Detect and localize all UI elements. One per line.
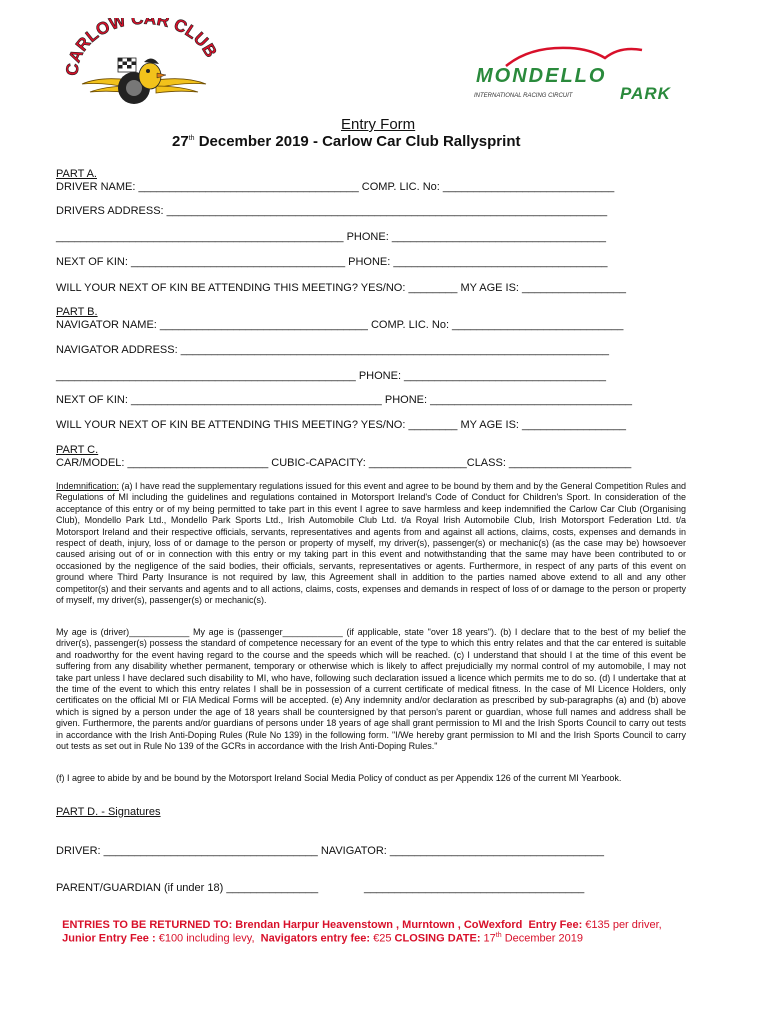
navigator-address-line[interactable]: NAVIGATOR ADDRESS: ______________________________________________________________________ [56, 344, 609, 356]
entries-return-bold: ENTRIES TO BE RETURNED TO: Brendan Harpur Heavenstown , Murntown , CoWexford Entry Fee: [62, 919, 586, 931]
event-day: 27 [172, 133, 189, 150]
indemnification-heading: Indemnification: [56, 481, 120, 491]
svg-text:PARK: PARK [620, 84, 671, 102]
driver-name-line[interactable]: DRIVER NAME: ____________________________________ COMP. LIC. No: ____________________________ [56, 181, 615, 193]
navigator-name-line[interactable]: NAVIGATOR NAME: __________________________________ COMP. LIC. No: ____________________________ [56, 319, 624, 331]
entry-fee-value: €135 per driver, [585, 919, 662, 931]
navigator-phone-line[interactable]: _________________________________________________ PHONE: _________________________________ [56, 370, 606, 382]
social-media-paragraph: (f) I agree to abide by and be bound by the Motorsport Ireland Social Media Policy of conduct as per Appendix 126 of the current MI Yearbook. [56, 773, 622, 783]
indemnification-text: (a) I have read the supplementary regulations issued for this event and agree to be bound by them and by the General Competition Rules and Regulations of MI including the guidelines and regulations contained in Motorsport Ireland's Code of Conduct for Children's Sport. In consideration of the acceptance of this entry or of my being permitted to take part in this event I agree to save harmless and keep indemnified the Carlow Car Club (Organising Club), Mondello Park Ltd., Mondello Park Sports Ltd., Irish Automobile Club Ltd. t/a Royal Irish Automobile Club, Irish Motorsport Federation Ltd. t/a Motorsport Ireland and their respective officials, servants, representatives and agents from and against all actions, claims, costs, expenses and demands in respect of death, injury, loss of or damage to the person or property of myself, my driver(s), passenger(s) or mechanic(s) (as the case may be) howsoever caused arising out of or in connection with this entry or my taking part in this event and notwithstanding that the same may have been contributed to or occasioned by the negligence of the said bodies, their officials, servants, representatives or agents. Furthermore, in respect of any parts of this event on ground where Third Party Insurance is not required by law, this Agreement shall in addition to the parties named above extend to all and any other competitor(s) and their servants and agents and to all actions, claims, costs, expenses and demands in respect of loss of or damage to the person or property of myself, my driver(s), passenger(s) or mechanic(s). [56, 481, 686, 606]
navigator-next-of-kin-line[interactable]: NEXT OF KIN: _________________________________________ PHONE: _________________________________ [56, 394, 632, 406]
part-a-heading: PART A. [56, 168, 97, 180]
closing-date-label: CLOSING DATE: [394, 932, 484, 945]
carlow-car-club-logo [60, 18, 220, 108]
navigator-attending-line[interactable]: WILL YOUR NEXT OF KIN BE ATTENDING THIS MEETING? YES/NO: ________ MY AGE IS: _________________ [56, 419, 627, 431]
closing-date-rest: December 2019 [501, 932, 583, 945]
event-day-sup: th [188, 135, 195, 142]
fees-closing-line [56, 919, 586, 945]
signature-driver-navigator-line[interactable]: DRIVER: ___________________________________ NAVIGATOR: ___________________________________ [56, 845, 605, 857]
svg-text:INTERNATIONAL RACING CIRCUIT: INTERNATIONAL RACING CIRCUIT [474, 93, 573, 99]
svg-text:CARLOW CAR CLUB: CARLOW CAR CLUB [62, 18, 220, 77]
driver-phone-line[interactable]: _______________________________________________ PHONE: ___________________________________ [56, 231, 606, 243]
part-c-heading: PART C. [56, 444, 99, 456]
closing-date-day: 17 [483, 932, 496, 945]
event-rest: December 2019 - Carlow Car Club Rallysprint [194, 133, 521, 150]
navigator-fee-label: Navigators entry fee: [260, 932, 374, 945]
svg-text:MONDELLO: MONDELLO [476, 65, 607, 87]
navigator-fee-value: €25 [373, 932, 395, 945]
mondello-park-logo [470, 44, 698, 102]
driver-next-of-kin-line[interactable]: NEXT OF KIN: ___________________________________ PHONE: ___________________________________ [56, 256, 608, 268]
part-d-heading: PART D. - Signatures [56, 806, 161, 818]
junior-fee-label: Junior Entry Fee : [62, 932, 159, 945]
signature-parent-line[interactable]: PARENT/GUARDIAN (if under 18) _______________ ____________________________________ [56, 882, 585, 894]
form-title: Entry Form [341, 116, 416, 133]
event-title [172, 133, 520, 150]
junior-fee-value: €100 including levy, [158, 932, 261, 945]
age-declaration-paragraph[interactable]: My age is (driver)____________ My age is (passenger____________ (if applicable, state "over 18 years"). (b) I declare that to the best of my belief the driver(s), passenger(s) possess the standard of competence necessary for an event of the type to which this entry relates and that the car entered is suitable and roadworthy for the event having regard to the course and the speeds which will be reached. (c) I understand that should I at the time of this event be suffering from any disability whether permanent, temporary or otherwise which is likely to affect prejudicially my normal control of my automobile, I may not take part unless I have declared such disability to MI, who have, following such declaration issued a licence which permits me to do so. (d) I undertake that at the time of the event to which this entry relates I shall be in possession of a current certificate of medical fitness. In the case of MI Licence Holders, only certificates on the official MI or FIA Medical Forms will be accepted. (e) Any indemnity and/or declaration as prescribed by sub-paragraphs (a) and (b) above which is signed by a person under the age of 18 years shall be countersigned by that person's parent or guardian, whose full names and address shall be given. Furthermore, the parents and/or guardians of persons under 18 years of age shall grant permission to MI and the Irish Sports Council to carry out tests in accordance with the Irish Anti-Doping Rules (Rule No 139) in the following form. "I/We hereby grant permission to MI and the Irish Sports Council to carry out tests as set out in Rule No 139 of the GCRs in accordance with the Irish Anti-Doping Rules." [56, 627, 686, 752]
driver-attending-line[interactable]: WILL YOUR NEXT OF KIN BE ATTENDING THIS MEETING? YES/NO: ________ MY AGE IS: _________________ [56, 282, 627, 294]
car-details-line[interactable]: CAR/MODEL: _______________________ CUBIC-CAPACITY: ________________CLASS: ____________________ [56, 457, 632, 469]
part-b-heading: PART B. [56, 306, 98, 318]
closing-date-sup: th [495, 932, 502, 939]
indemnification-paragraph [56, 481, 686, 606]
drivers-address-line[interactable]: DRIVERS ADDRESS: ________________________________________________________________________ [56, 205, 608, 217]
